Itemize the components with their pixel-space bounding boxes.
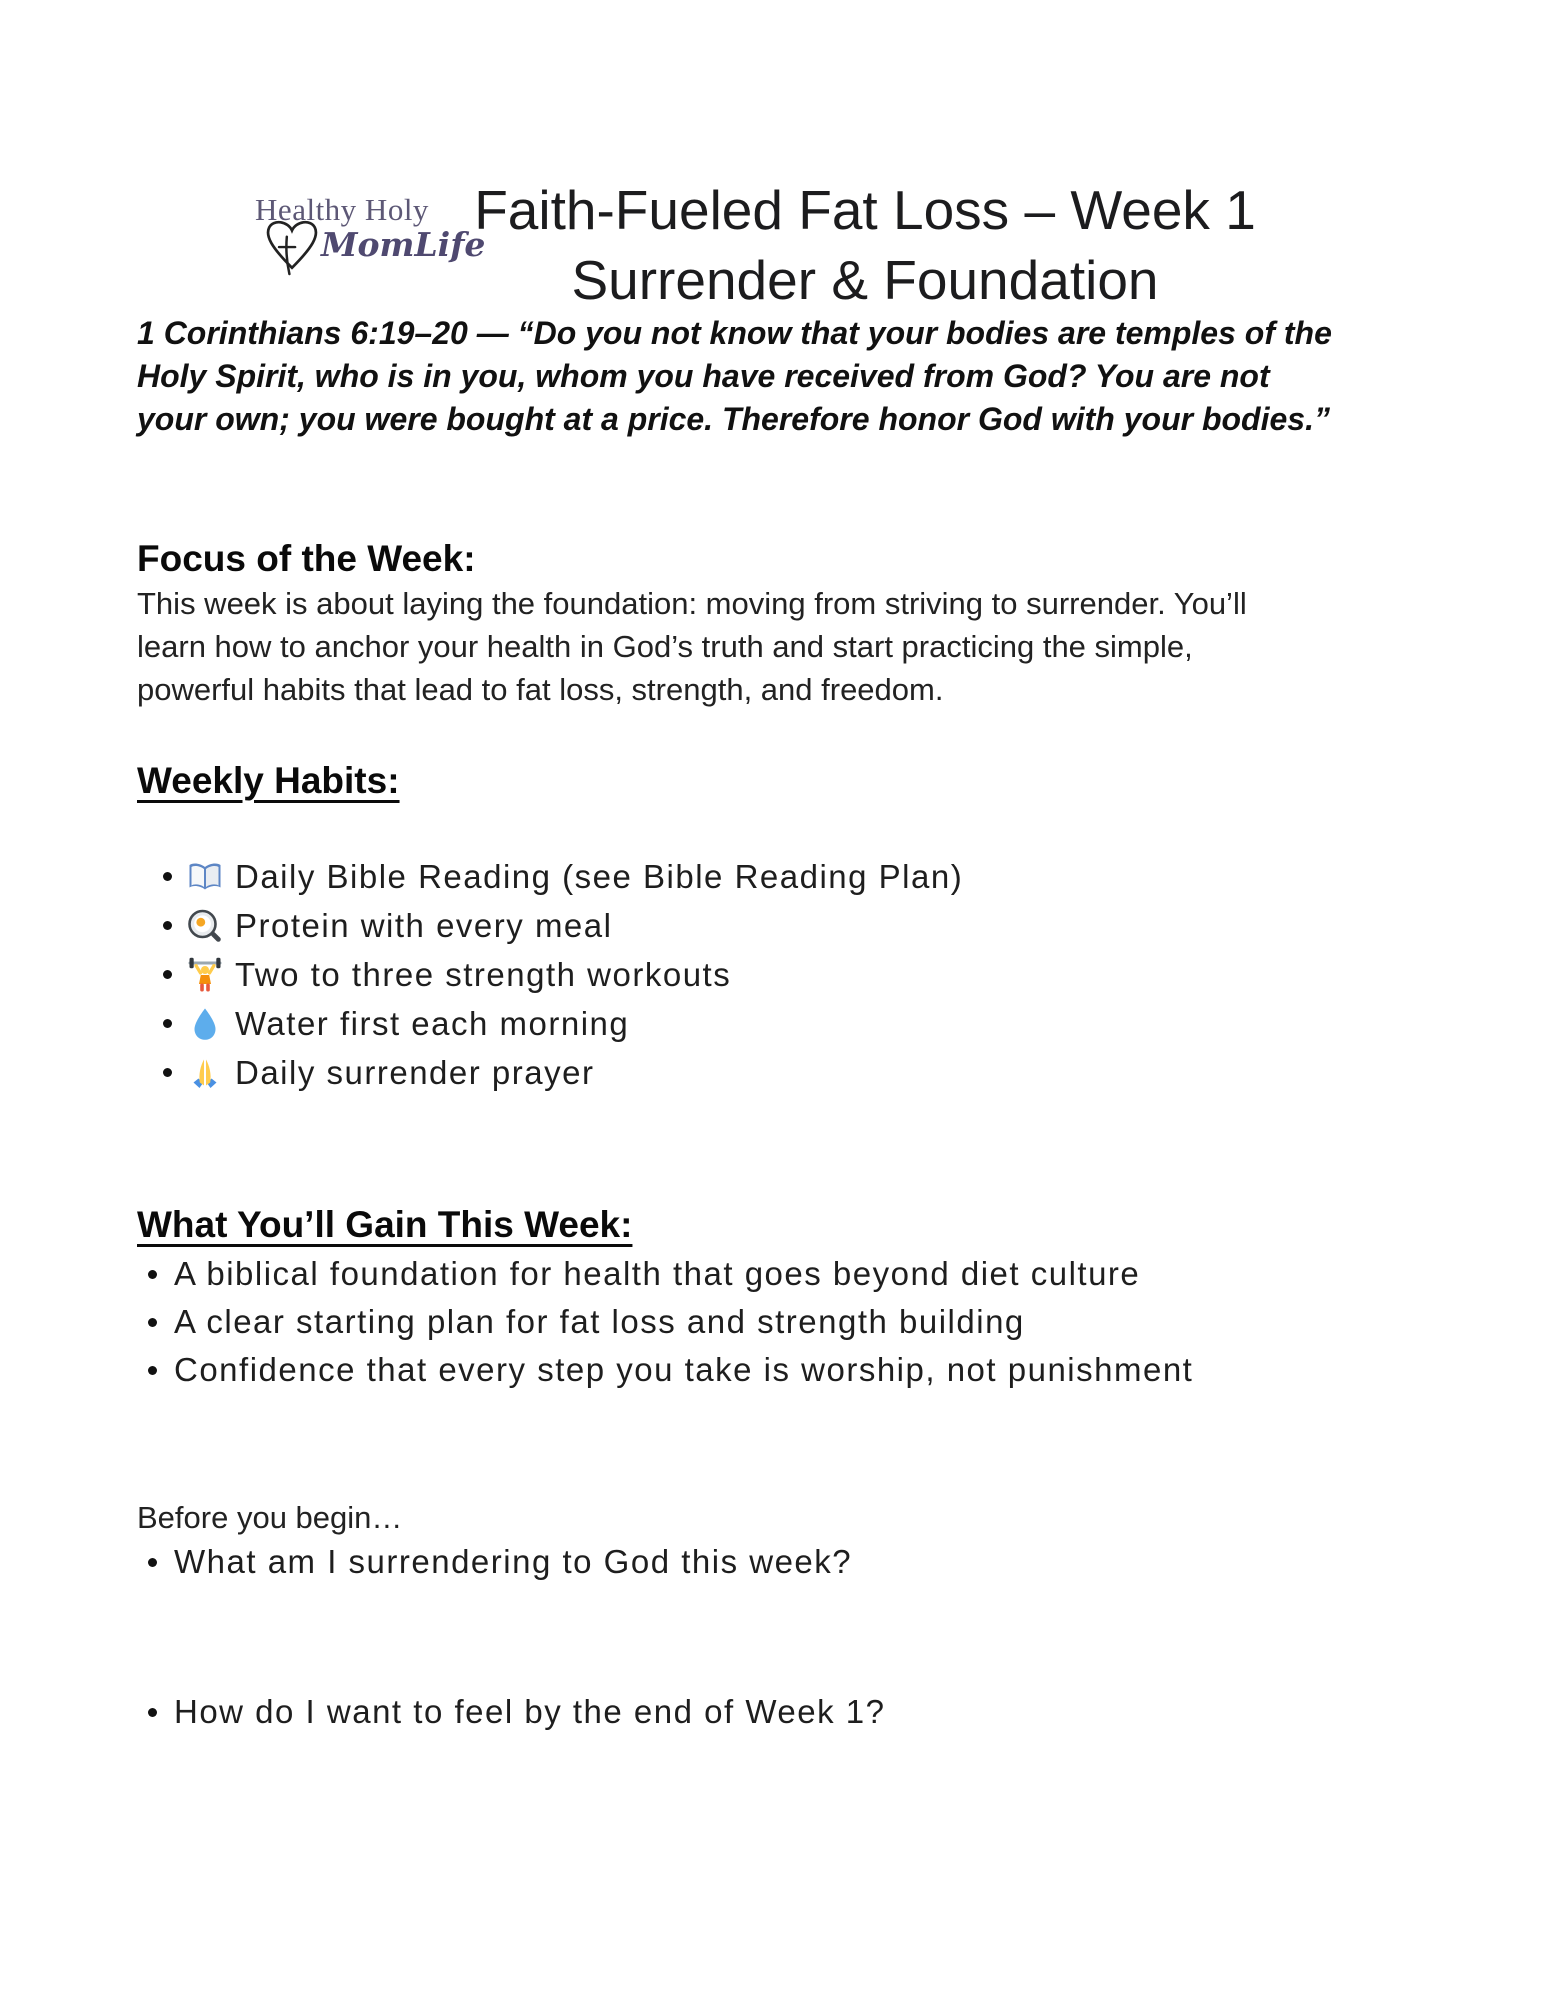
bullet-dot (163, 921, 172, 930)
logo-wordmark: Healthy Holy (255, 192, 429, 227)
fried-egg-pan-icon (187, 908, 223, 944)
habit-item (150, 950, 963, 999)
habit-text: Protein with every meal (235, 906, 613, 944)
focus-heading: Focus of the Week: (137, 538, 476, 579)
gain-item (148, 1346, 1193, 1394)
bullet-dot (148, 1318, 157, 1327)
focus-paragraph: This week is about laying the foundation: moving from striving to surrender. You’ll learn how to anchor your health in God’s truth and start practicing the simple, powerful habits that lead to fat loss, strength, and freedom. (137, 586, 1247, 707)
reflection-question (148, 1538, 852, 1586)
habit-item (150, 852, 963, 901)
bullet-dot (163, 1019, 172, 1028)
habit-text: Daily Bible Reading (see Bible Reading Plan) (235, 857, 964, 895)
page-title-line2: Surrender & Foundation (571, 249, 1159, 311)
gain-item (148, 1250, 1193, 1298)
heart-cross-icon (263, 216, 321, 274)
habit-item (150, 901, 963, 950)
logo-script: MomLife (321, 225, 486, 264)
bullet-dot (148, 1270, 157, 1279)
page-title-line1: Faith-Fueled Fat Loss – Week 1 (474, 179, 1256, 241)
bullet-dot (163, 970, 172, 979)
bullet-dot (148, 1366, 157, 1375)
bullet-dot (163, 872, 172, 881)
weight-lifter-icon (187, 957, 223, 993)
bullet-dot (148, 1558, 157, 1567)
habit-text: Two to three strength workouts (235, 955, 732, 993)
reflection-question-list-2 (148, 1688, 885, 1736)
weekly-habits-heading: Weekly Habits: (137, 760, 400, 801)
question-text: How do I want to feel by the end of Week 1? (174, 1693, 886, 1730)
weekly-habits-list (150, 852, 963, 1097)
gain-text: A clear starting plan for fat loss and strength building (174, 1303, 1025, 1340)
before-you-begin-label: Before you begin… (137, 1500, 403, 1535)
scripture-quote: 1 Corinthians 6:19–20 — “Do you not know that your bodies are temples of the Holy Spirit, who is in you, whom you have received from God? You are not your own; you were bought at a price. Therefore honor God with your bodies.” (137, 315, 1332, 437)
page-title (430, 175, 1300, 315)
bullet-dot (148, 1708, 157, 1717)
habit-text: Water first each morning (235, 1004, 630, 1042)
habit-item (150, 999, 963, 1048)
reflection-question-list-1 (148, 1538, 852, 1586)
open-book-icon (187, 859, 223, 895)
habit-text: Daily surrender prayer (235, 1053, 595, 1091)
gains-list (148, 1250, 1193, 1394)
gain-text: A biblical foundation for health that goes beyond diet culture (174, 1255, 1141, 1292)
question-text: What am I surrendering to God this week? (174, 1543, 853, 1580)
bullet-dot (163, 1068, 172, 1077)
brand-logo (237, 192, 486, 282)
gain-text: Confidence that every step you take is worship, not punishment (174, 1351, 1194, 1388)
reflection-question (148, 1688, 885, 1736)
habit-item (150, 1048, 963, 1097)
gains-heading: What You’ll Gain This Week: (137, 1204, 633, 1245)
water-droplet-icon (187, 1006, 223, 1042)
praying-hands-icon (187, 1055, 223, 1091)
gain-item (148, 1298, 1193, 1346)
